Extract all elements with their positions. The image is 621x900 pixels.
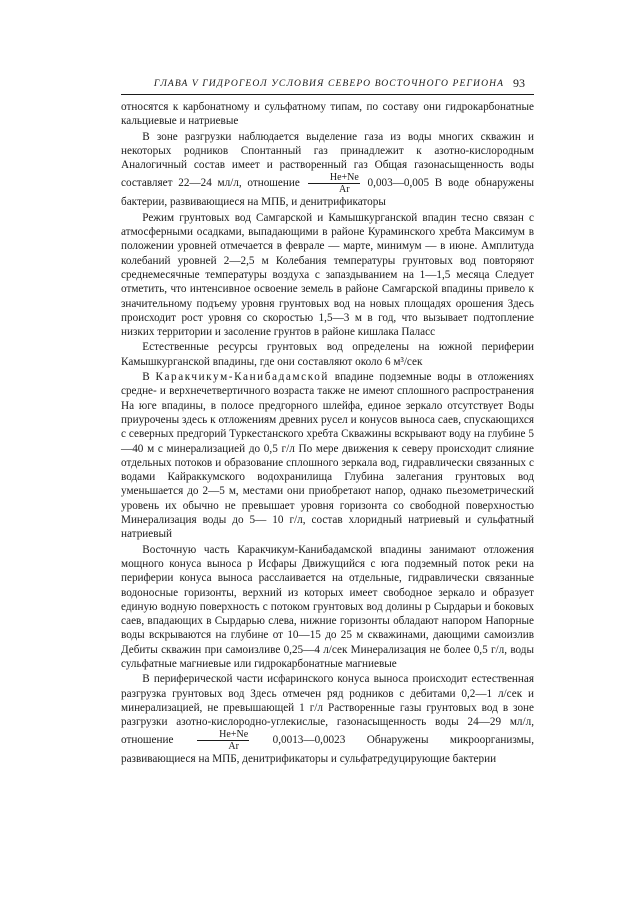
- paragraph-2: [121, 130, 534, 210]
- paragraph-5-body: впадине подземные воды в отложениях средне- и верхнечетвертичного возраста также не имеют сплошного распространения На юге впадины, в полосе предгорного шлейфа, единое зеркало отсутствует Воды приурочены здесь к отложениям древних русел и конусов выноса саев, спускающихся с северных предгорий Туркестанского хребта Скважины вскрывают воду на глубине 5—40 м с минерализацией до 0,5 г/л По мере движения к северу происходит слияние отдельных потоков и образование сплошного зеркала вод, гидравлически связанных с водами Кайраккумского водохранилища Глубина залегания грунтовых вод уменьшается до 2—5 м, местами они приобретают напор, однако пьезометрический уровень их обычно не превышает уровня горизонта со свободной поверхностью Минерализация воды до 5— 10 г/л, состав хлоридный натриевый и сульфатный натриевый: [121, 371, 535, 541]
- fraction-denominator: Ar: [339, 184, 350, 196]
- paragraph-4: Естественные ресурсы грунтовых вод определены на южной периферии Камышкурганской впадины, где они составляют около 6 м³/сек: [121, 341, 534, 368]
- paragraph-7-part-a: В периферической части исфаринского конуса выноса происходит естественная разгрузка грунтовых вод Здесь отмечен ряд родников с дебитами 0,2—1 л/сек и минерализацией, не превышающей 1 г/л Растворенные газы грунтовых вод в зоне разгрузки азотно-кислородно-углекислые, газонасыщенность воды 24—29 мл/л, отношение: [121, 673, 534, 747]
- fraction-numerator-2: He+Ne: [197, 729, 249, 741]
- header-rule: [121, 94, 534, 95]
- paragraph-2-part-a: В зоне разгрузки наблюдается выделение газа из воды многих скважин и некоторых родников Спонтанный газ принадлежит к азотно-кислородным Аналогичный состав имеет и растворенный газ Общая газонасыщенность воды составляет 22—24 мл/л, отношение: [121, 130, 534, 190]
- spaced-basin-name: Каракчикум-Канибадамской: [155, 371, 329, 384]
- gas-ratio-fraction-2: [197, 729, 249, 752]
- paragraph-5: [121, 370, 534, 542]
- paragraph-6: Восточную часть Каракчикум-Канибадамской впадины занимают отложения мощного конуса выноса р Исфары Движущийся с юга подземный поток реки на периферии конуса выноса расслаивается на отдельные, гидравлически связанные водоносные горизонты, верхний из которых имеет свободное зеркало и образует единую водную поверхность с потоком грунтовых вод долины р Сырдарьи и боковых саев, впадающих в Сырдарью слева, нижние горизонты обладают напором Напорные воды вскрываются на глубине от 10—15 до 25 м скважинами, дающими самоизлив Дебиты скважин при самоизливе 0,25—4 л/сек Минерализация не более 0,5 г/л, воды сульфатные магниевые или гидрокарбонатные магниевые: [121, 543, 534, 670]
- paragraph-3: Режим грунтовых вод Самгарской и Камышкурганской впадин тесно связан с атмосферными осадками, выпадающими в районе Курaминского хребта Максимум в положении уровней отмечается в феврале — марте, минимум — в июне. Амплитуда колебаний уровней 2—2,5 м Колебания температуры грунтовых вод повторяют среднемесячные температуры воздуха с запаздыванием на 1—1,5 месяца Следует отметить, что интенсивное освоение земель в районе Самгарской впадины привело к значительному подъему уровня грунтовых вод на новых площадях орошения Здесь происходит рост уровня со скоростью 1,5—3 м в год, что вызывает подтопление низких территории и засоление грунтов в районе кишлака Паласс: [121, 211, 534, 339]
- fraction-numerator: He+Ne: [308, 172, 360, 184]
- paragraph-7-part-b: 0,0013—0,0023 Обнаружены микроорганизмы, развивающиеся на МПБ, денитрификаторы и сульфатредуцирующие бактерии: [121, 734, 534, 766]
- fraction-denominator-2: Ar: [228, 741, 239, 753]
- paragraph-7: [121, 672, 534, 766]
- paragraph-2-part-b: 0,003—0,005 В воде обнаружены бактерии, развивающиеся на МПБ, и денитрификаторы: [121, 177, 535, 209]
- running-header: ГЛАВА V ГИДРОГЕОЛ УСЛОВИЯ СЕВЕРО ВОСТОЧНОГО РЕГИОНА: [153, 78, 505, 89]
- gas-ratio-fraction: [308, 172, 360, 195]
- page-number: 93: [513, 76, 525, 90]
- paragraph-1: относятся к карбонатному и сульфатному типам, по составу они гидрокарбонатные кальциевые и натриевые: [121, 101, 534, 128]
- paragraph-5-lead: В: [142, 371, 150, 384]
- body-text: [121, 100, 534, 767]
